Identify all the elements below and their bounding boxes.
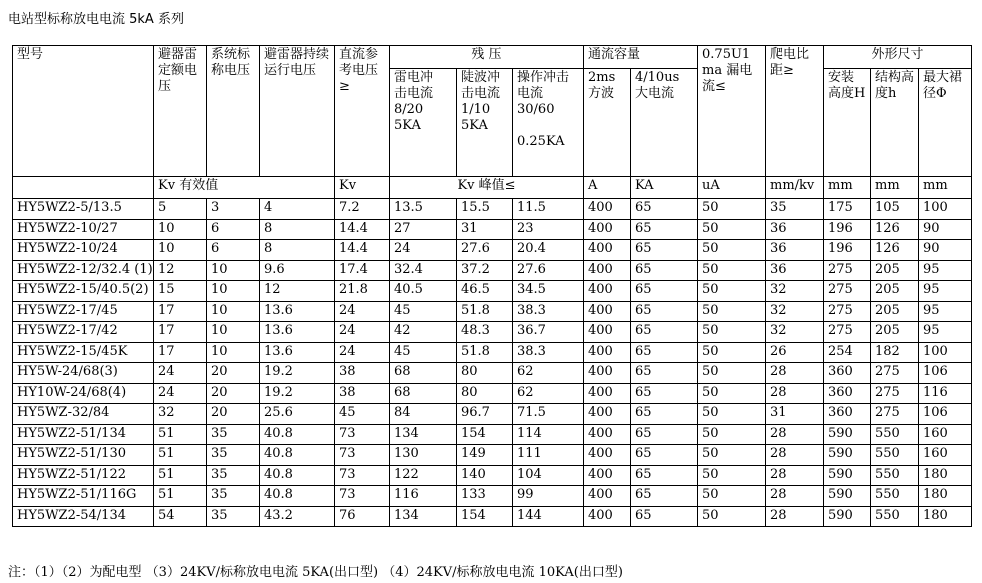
value-cell: 7.2 [335, 199, 390, 220]
table-row [13, 342, 972, 363]
header-mcov: 避雷器持续运行电压 [260, 46, 335, 177]
value-cell: 76 [335, 506, 390, 527]
value-cell: 13.5 [390, 199, 457, 220]
value-cell: 40.8 [260, 465, 335, 486]
value-cell: 550 [871, 424, 919, 445]
header-dc-reference: 直流参考电压≥ [335, 46, 390, 177]
value-cell: 106 [919, 404, 972, 425]
value-cell: 28 [766, 486, 824, 507]
model-cell: HY5WZ2-15/45K [13, 342, 154, 363]
value-cell: 24 [335, 342, 390, 363]
value-cell: 134 [390, 506, 457, 527]
value-cell: 400 [584, 506, 631, 527]
value-cell: 32 [766, 322, 824, 343]
value-cell: 38.3 [513, 342, 584, 363]
value-cell: 50 [698, 506, 766, 527]
model-cell: HY5WZ2-10/27 [13, 219, 154, 240]
value-cell: 50 [698, 301, 766, 322]
header-residual: 残 压 [390, 46, 584, 69]
value-cell: 140 [457, 465, 513, 486]
value-cell: 590 [824, 445, 871, 466]
value-cell: 175 [824, 199, 871, 220]
value-cell: 40.8 [260, 445, 335, 466]
value-cell: 32 [766, 281, 824, 302]
value-cell: 26 [766, 342, 824, 363]
table-row [13, 240, 972, 261]
value-cell: 160 [919, 445, 972, 466]
value-cell: 550 [871, 465, 919, 486]
value-cell: 36 [766, 240, 824, 261]
value-cell: 62 [513, 363, 584, 384]
value-cell: 24 [335, 322, 390, 343]
value-cell: 95 [919, 322, 972, 343]
table-row [13, 199, 972, 220]
table-row [13, 506, 972, 527]
value-cell: 19.2 [260, 363, 335, 384]
table-row [13, 363, 972, 384]
header-creepage: 爬电比距≥ [766, 46, 824, 177]
value-cell: 32 [154, 404, 207, 425]
value-cell: 37.2 [457, 260, 513, 281]
value-cell: 11.5 [513, 199, 584, 220]
value-cell: 24 [154, 363, 207, 384]
table-row [13, 465, 972, 486]
value-cell: 65 [631, 301, 698, 322]
value-cell: 205 [871, 260, 919, 281]
value-cell: 50 [698, 240, 766, 261]
value-cell: 154 [457, 506, 513, 527]
value-cell: 10 [207, 260, 260, 281]
value-cell: 105 [871, 199, 919, 220]
value-cell: 8 [260, 240, 335, 261]
table-row [13, 445, 972, 466]
value-cell: 40.5 [390, 281, 457, 302]
value-cell: 54 [154, 506, 207, 527]
value-cell: 400 [584, 445, 631, 466]
value-cell: 65 [631, 445, 698, 466]
value-cell: 133 [457, 486, 513, 507]
value-cell: 24 [335, 301, 390, 322]
value-cell: 590 [824, 465, 871, 486]
header-rated-voltage: 避器雷定额电压 [154, 46, 207, 177]
value-cell: 400 [584, 322, 631, 343]
value-cell: 65 [631, 342, 698, 363]
unit-dc: Kv [335, 177, 390, 199]
value-cell: 65 [631, 486, 698, 507]
value-cell: 126 [871, 219, 919, 240]
model-cell: HY5WZ2-51/122 [13, 465, 154, 486]
value-cell: 100 [919, 342, 972, 363]
value-cell: 50 [698, 281, 766, 302]
value-cell: 205 [871, 322, 919, 343]
value-cell: 5 [154, 199, 207, 220]
table-row [13, 301, 972, 322]
model-cell: HY5WZ2-12/32.4 (1) [13, 260, 154, 281]
header-dimensions: 外形尺寸 [824, 46, 972, 69]
value-cell: 13.6 [260, 322, 335, 343]
header-install-height: 安装高度H [824, 69, 871, 177]
value-cell: 28 [766, 465, 824, 486]
value-cell: 34.5 [513, 281, 584, 302]
value-cell: 51 [154, 445, 207, 466]
table-row [13, 404, 972, 425]
value-cell: 6 [207, 240, 260, 261]
value-cell: 400 [584, 260, 631, 281]
value-cell: 360 [824, 383, 871, 404]
value-cell: 95 [919, 281, 972, 302]
value-cell: 31 [766, 404, 824, 425]
value-cell: 10 [207, 322, 260, 343]
page-title: 电站型标称放电电流 5kA 系列 [8, 12, 184, 27]
unit-square: A [584, 177, 631, 199]
value-cell: 50 [698, 260, 766, 281]
value-cell: 590 [824, 424, 871, 445]
unit-blank [13, 177, 154, 199]
table-row [13, 424, 972, 445]
header-switching-residual: 操作冲击 电流 30/60 0.25KA [513, 69, 584, 177]
value-cell: 62 [513, 383, 584, 404]
value-cell: 590 [824, 506, 871, 527]
value-cell: 90 [919, 219, 972, 240]
value-cell: 35 [207, 486, 260, 507]
value-cell: 65 [631, 260, 698, 281]
value-cell: 65 [631, 506, 698, 527]
value-cell: 400 [584, 219, 631, 240]
value-cell: 205 [871, 281, 919, 302]
value-cell: 116 [390, 486, 457, 507]
value-cell: 400 [584, 240, 631, 261]
value-cell: 400 [584, 342, 631, 363]
value-cell: 275 [871, 383, 919, 404]
table-row [13, 219, 972, 240]
model-cell: HY5WZ2-5/13.5 [13, 199, 154, 220]
value-cell: 36 [766, 219, 824, 240]
value-cell: 28 [766, 363, 824, 384]
value-cell: 65 [631, 281, 698, 302]
value-cell: 254 [824, 342, 871, 363]
model-cell: HY5WZ2-51/130 [13, 445, 154, 466]
value-cell: 40.8 [260, 486, 335, 507]
value-cell: 126 [871, 240, 919, 261]
value-cell: 31 [457, 219, 513, 240]
value-cell: 13.6 [260, 342, 335, 363]
value-cell: 275 [824, 301, 871, 322]
value-cell: 275 [824, 322, 871, 343]
value-cell: 400 [584, 404, 631, 425]
value-cell: 10 [154, 240, 207, 261]
value-cell: 36.7 [513, 322, 584, 343]
value-cell: 68 [390, 363, 457, 384]
value-cell: 43.2 [260, 506, 335, 527]
value-cell: 17.4 [335, 260, 390, 281]
value-cell: 32.4 [390, 260, 457, 281]
unit-peak: Kv 峰值≤ [390, 177, 584, 199]
value-cell: 550 [871, 486, 919, 507]
header-structure-height: 结构高度h [871, 69, 919, 177]
value-cell: 180 [919, 465, 972, 486]
unit-creepage: mm/kv [766, 177, 824, 199]
value-cell: 20 [207, 363, 260, 384]
value-cell: 28 [766, 424, 824, 445]
value-cell: 12 [154, 260, 207, 281]
header-flow-capacity: 通流容量 [584, 46, 698, 69]
value-cell: 15.5 [457, 199, 513, 220]
value-cell: 27.6 [457, 240, 513, 261]
value-cell: 73 [335, 486, 390, 507]
value-cell: 12 [260, 281, 335, 302]
value-cell: 134 [390, 424, 457, 445]
value-cell: 400 [584, 424, 631, 445]
value-cell: 106 [919, 363, 972, 384]
value-cell: 95 [919, 260, 972, 281]
value-cell: 275 [871, 404, 919, 425]
value-cell: 205 [871, 301, 919, 322]
value-cell: 50 [698, 322, 766, 343]
model-cell: HY5WZ2-15/40.5(2) [13, 281, 154, 302]
unit-rms: Kv 有效值 [154, 177, 335, 199]
value-cell: 65 [631, 219, 698, 240]
value-cell: 17 [154, 322, 207, 343]
value-cell: 32 [766, 301, 824, 322]
value-cell: 50 [698, 342, 766, 363]
value-cell: 20 [207, 383, 260, 404]
value-cell: 6 [207, 219, 260, 240]
model-cell: HY5WZ2-10/24 [13, 240, 154, 261]
header-square-wave: 2ms 方波 [584, 69, 631, 177]
header-leakage: 0.75U1ma 漏电流≤ [698, 46, 766, 177]
value-cell: 360 [824, 363, 871, 384]
value-cell: 10 [207, 342, 260, 363]
value-cell: 45 [390, 301, 457, 322]
value-cell: 45 [335, 404, 390, 425]
value-cell: 24 [390, 240, 457, 261]
value-cell: 130 [390, 445, 457, 466]
value-cell: 38.3 [513, 301, 584, 322]
value-cell: 65 [631, 322, 698, 343]
table-row [13, 322, 972, 343]
value-cell: 65 [631, 240, 698, 261]
value-cell: 65 [631, 363, 698, 384]
value-cell: 160 [919, 424, 972, 445]
value-cell: 35 [207, 424, 260, 445]
value-cell: 73 [335, 445, 390, 466]
value-cell: 50 [698, 219, 766, 240]
value-cell: 51 [154, 486, 207, 507]
unit-high: KA [631, 177, 698, 199]
value-cell: 65 [631, 424, 698, 445]
value-cell: 28 [766, 383, 824, 404]
footnote: 注：（1）（2）为配电型 （3）24KV/标称放电电流 5KA(出口型) （4）24KV/标称放电电流 10KA(出口型) [8, 565, 623, 580]
value-cell: 95 [919, 301, 972, 322]
value-cell: 100 [919, 199, 972, 220]
value-cell: 10 [154, 219, 207, 240]
value-cell: 65 [631, 404, 698, 425]
value-cell: 28 [766, 506, 824, 527]
model-cell: HY5WZ2-51/134 [13, 424, 154, 445]
model-cell: HY5WZ2-17/45 [13, 301, 154, 322]
value-cell: 144 [513, 506, 584, 527]
header-steep-residual: 陡波冲 击电流 1/10 5KA [457, 69, 513, 177]
value-cell: 116 [919, 383, 972, 404]
value-cell: 111 [513, 445, 584, 466]
spec-table [12, 45, 972, 527]
value-cell: 65 [631, 465, 698, 486]
value-cell: 3 [207, 199, 260, 220]
unit-install-height: mm [824, 177, 871, 199]
value-cell: 27.6 [513, 260, 584, 281]
value-cell: 196 [824, 219, 871, 240]
model-cell: HY10W-24/68(4) [13, 383, 154, 404]
value-cell: 14.4 [335, 240, 390, 261]
value-cell: 42 [390, 322, 457, 343]
header-high-current: 4/10us 大电流 [631, 69, 698, 177]
value-cell: 50 [698, 199, 766, 220]
value-cell: 35 [207, 465, 260, 486]
model-cell: HY5WZ2-17/42 [13, 322, 154, 343]
value-cell: 65 [631, 383, 698, 404]
value-cell: 71.5 [513, 404, 584, 425]
value-cell: 36 [766, 260, 824, 281]
value-cell: 50 [698, 486, 766, 507]
value-cell: 400 [584, 486, 631, 507]
value-cell: 48.3 [457, 322, 513, 343]
value-cell: 51 [154, 465, 207, 486]
value-cell: 96.7 [457, 404, 513, 425]
value-cell: 46.5 [457, 281, 513, 302]
value-cell: 68 [390, 383, 457, 404]
value-cell: 35 [766, 199, 824, 220]
value-cell: 24 [154, 383, 207, 404]
value-cell: 38 [335, 383, 390, 404]
value-cell: 80 [457, 383, 513, 404]
value-cell: 180 [919, 506, 972, 527]
value-cell: 17 [154, 342, 207, 363]
value-cell: 114 [513, 424, 584, 445]
value-cell: 50 [698, 383, 766, 404]
table-row [13, 486, 972, 507]
value-cell: 51.8 [457, 342, 513, 363]
header-max-shed-diameter: 最大裙径Φ [919, 69, 972, 177]
header-model: 型号 [13, 46, 154, 177]
value-cell: 196 [824, 240, 871, 261]
value-cell: 20.4 [513, 240, 584, 261]
header-system-voltage: 系统标称电压 [207, 46, 260, 177]
model-cell: HY5WZ2-54/134 [13, 506, 154, 527]
value-cell: 10 [207, 301, 260, 322]
value-cell: 550 [871, 506, 919, 527]
unit-structure-height: mm [871, 177, 919, 199]
value-cell: 45 [390, 342, 457, 363]
value-cell: 25.6 [260, 404, 335, 425]
value-cell: 19.2 [260, 383, 335, 404]
value-cell: 50 [698, 465, 766, 486]
value-cell: 400 [584, 301, 631, 322]
value-cell: 8 [260, 219, 335, 240]
value-cell: 10 [207, 281, 260, 302]
value-cell: 21.8 [335, 281, 390, 302]
value-cell: 180 [919, 486, 972, 507]
value-cell: 360 [824, 404, 871, 425]
value-cell: 14.4 [335, 219, 390, 240]
value-cell: 154 [457, 424, 513, 445]
value-cell: 400 [584, 465, 631, 486]
value-cell: 400 [584, 383, 631, 404]
value-cell: 50 [698, 424, 766, 445]
value-cell: 35 [207, 445, 260, 466]
value-cell: 84 [390, 404, 457, 425]
value-cell: 27 [390, 219, 457, 240]
value-cell: 65 [631, 199, 698, 220]
value-cell: 73 [335, 465, 390, 486]
value-cell: 104 [513, 465, 584, 486]
value-cell: 400 [584, 363, 631, 384]
model-cell: HY5W-24/68(3) [13, 363, 154, 384]
unit-shed-diameter: mm [919, 177, 972, 199]
value-cell: 23 [513, 219, 584, 240]
value-cell: 20 [207, 404, 260, 425]
value-cell: 35 [207, 506, 260, 527]
value-cell: 28 [766, 445, 824, 466]
value-cell: 17 [154, 301, 207, 322]
value-cell: 550 [871, 445, 919, 466]
value-cell: 275 [871, 363, 919, 384]
value-cell: 590 [824, 486, 871, 507]
value-cell: 50 [698, 445, 766, 466]
value-cell: 99 [513, 486, 584, 507]
value-cell: 182 [871, 342, 919, 363]
table-row [13, 383, 972, 404]
value-cell: 13.6 [260, 301, 335, 322]
table-row [13, 281, 972, 302]
value-cell: 149 [457, 445, 513, 466]
value-cell: 400 [584, 199, 631, 220]
value-cell: 50 [698, 404, 766, 425]
value-cell: 50 [698, 363, 766, 384]
value-cell: 90 [919, 240, 972, 261]
value-cell: 275 [824, 260, 871, 281]
value-cell: 9.6 [260, 260, 335, 281]
value-cell: 51 [154, 424, 207, 445]
value-cell: 122 [390, 465, 457, 486]
value-cell: 40.8 [260, 424, 335, 445]
value-cell: 73 [335, 424, 390, 445]
value-cell: 400 [584, 281, 631, 302]
table-row [13, 260, 972, 281]
model-cell: HY5WZ-32/84 [13, 404, 154, 425]
value-cell: 4 [260, 199, 335, 220]
unit-leakage: uA [698, 177, 766, 199]
value-cell: 80 [457, 363, 513, 384]
value-cell: 15 [154, 281, 207, 302]
header-lightning-residual: 雷电冲 击电流 8/20 5KA [390, 69, 457, 177]
value-cell: 38 [335, 363, 390, 384]
model-cell: HY5WZ2-51/116G [13, 486, 154, 507]
value-cell: 51.8 [457, 301, 513, 322]
value-cell: 275 [824, 281, 871, 302]
